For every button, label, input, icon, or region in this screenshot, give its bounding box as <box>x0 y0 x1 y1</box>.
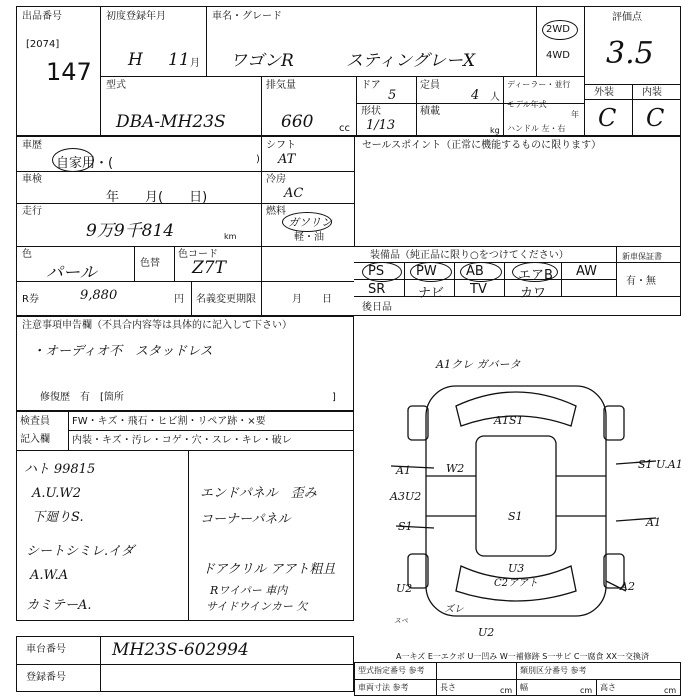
diagram-mark-2: A1S1 <box>494 414 524 427</box>
diagram-mark-8: S1 <box>398 520 413 533</box>
diagram-mark-9: A1 <box>646 516 661 529</box>
diagram-mark-5: S1 U.A1 <box>638 458 683 471</box>
mileage-label: 走行 <box>22 206 42 217</box>
diagram-mark-12: U2 <box>396 582 413 595</box>
load-label: 積載 <box>420 106 440 117</box>
name-label: 車名・グレード <box>212 11 282 22</box>
shape-label: 形状 <box>361 106 381 117</box>
memo-right-1: エンドパネル 歪み <box>200 486 317 501</box>
lot-no-label: 出品番号 <box>22 11 62 22</box>
notes-title: 注意事項申告欄（不具合内容等は具体的に記入して下さい） <box>22 320 292 331</box>
memo-left-6: カミテーA. <box>26 598 92 613</box>
equip-aw: AW <box>576 264 598 279</box>
drive-2wd: 2WD <box>546 24 570 35</box>
class-number-ref: 類別区分番号 参考 <box>520 666 587 675</box>
note-1: ・オーディオ不 スタッドレス <box>32 344 213 359</box>
height-label: 高さ <box>600 683 616 692</box>
equip-tv: TV <box>470 282 487 297</box>
length-unit: cm <box>500 686 513 695</box>
history-value: 自家用・( <box>56 156 114 171</box>
first-reg-month: 11 <box>168 50 190 70</box>
diagram-mark-6: A3U2 <box>390 490 422 503</box>
lot-code: [2074] <box>26 39 60 50</box>
diagram-mark-14: ズレ <box>444 604 464 615</box>
history-label: 車歴 <box>22 140 42 151</box>
interior-label: 内装 <box>642 87 662 98</box>
chassis-label: 車台番号 <box>26 644 66 655</box>
dealer-label: ディーラー・並行 <box>507 80 571 89</box>
fuel-label: 燃料 <box>266 206 286 217</box>
width-label: 幅 <box>520 683 528 692</box>
displacement: 660 <box>281 112 314 132</box>
inspector-row-2: 内装・キズ・汚レ・コゲ・穴・スレ・キレ・破レ <box>72 435 292 446</box>
mileage: 9万9千814 <box>86 221 175 241</box>
fuel-gas: ガソリン <box>288 216 332 229</box>
color-label: 色 <box>22 249 32 260</box>
exterior-label: 外装 <box>594 87 614 98</box>
equip-pw: PW <box>416 264 437 279</box>
memo-right-4: Rワイパー 車内 <box>210 584 288 597</box>
lot-number: 147 <box>46 58 92 86</box>
diagram-mark-10: U3 <box>508 562 525 575</box>
cc-unit: cc <box>339 123 350 134</box>
width-unit: cm <box>580 686 593 695</box>
diagram-mark-7: S1 <box>508 510 523 523</box>
memo-left-3: 下廻りS. <box>32 510 84 525</box>
front-left-wheel <box>408 406 428 440</box>
first-reg-label: 初度登録年月 <box>106 11 166 22</box>
memo-left-5: A.W.A <box>30 568 69 583</box>
memo-right-3: ドアクリル アアト粗且 <box>202 562 336 577</box>
km-unit: km <box>224 232 237 241</box>
car-name: ワゴンR <box>230 51 294 71</box>
capacity-unit: 人 <box>490 92 500 103</box>
repair-label: 修復歴 有 [箇所 <box>40 392 124 403</box>
r-tax-label: R券 <box>22 294 39 305</box>
inspector-label-1: 検査員 <box>20 416 50 427</box>
shape: 1/13 <box>366 118 396 133</box>
inspector-label-2: 記入欄 <box>20 434 50 445</box>
memo-left-1: ハト 99815 <box>24 462 96 477</box>
auction-sheet: 出品番号 [2074] 147 初度登録年月 H 11 月 車名・グレード ワゴンR スティングレーX 2WD 4WD 評価点 3.5 型式 DBA-MH23S 排気量 660 cc ドア 5 定員 4 人 形状 1/13 積載 kg ディーラー・並行 モデル年式 年 ハンドル 左・右 外装 内装 C C 車歴 自家用・( ) シフト AT 車検 年 月( 日) 冷房 AC 走行 9万9千814 km 燃料 ガソリン 軽・油 色 パール 色替 色コード Z7T R券 9,880 円 名義変更期限 月 日 セールスポイント（正常に機能するものに限ります） 装備品（純正品に限り○をつけてください） 新車保証書 有・無 PS PW AB エアB AW SR ナビ TV カワ 後日品 注意事項申告欄（不具合内容等は具体的に記入して下さい） ・オーディオ不 スタッドレス 修復歴 有 [箇所 ] 検査員 記入欄 FW・キズ・飛石・ヒビ割・リペア跡・×要 内装・キズ・汚レ・コゲ・穴・スレ・キレ・破レ ハト 99815 A.U.W2 下廻りS. シートシミレ.イダ A.W.A カミテーA. エンドパネル 歪み コーナーパネル ドアクリル アアト粗且 Rワイパー 車内 サイドウインカー 欠 A1クレ ガバータ A1S1 A1 W2 S1 U.A1 A3U2 S1 S1 A1 U3 C2アアト U2 A2 ズレ U2 スペ 車台番号 MH23S-602994 登録番号 A一キズ E一エクボ U一凹み W一補修跡 S一サビ C一腐食 XX一交換済 型式指定番号 参考 類別区分番号 参考 車両寸法 参考 長さ cm 幅 cm 高さ cm <box>16 6 696 696</box>
exterior-grade: C <box>598 104 617 132</box>
diagram-mark-11: C2アアト <box>494 578 539 589</box>
score: 3.5 <box>606 36 654 71</box>
kg-unit: kg <box>490 126 500 135</box>
model-year-label: モデル年式 <box>507 100 547 109</box>
model: DBA-MH23S <box>116 112 226 132</box>
warranty-value: 有・無 <box>626 276 656 287</box>
vehicle-dimension-ref: 車両寸法 参考 <box>358 683 409 692</box>
capacity-label: 定員 <box>420 80 440 91</box>
doors-label: ドア <box>361 80 381 91</box>
memo-left-4: シートシミレ.イダ <box>26 544 135 559</box>
inspection-fields: 年 月( 日) <box>106 190 208 205</box>
model-designation-ref: 型式指定番号 参考 <box>358 666 425 675</box>
diagram-mark-13: A2 <box>620 580 635 593</box>
chassis-number: MH23S-602994 <box>112 640 249 660</box>
month-unit: 月 <box>190 58 200 69</box>
sales-point-label: セールスポイント（正常に機能するものに限ります） <box>362 140 602 151</box>
fuel-options: 軽・油 <box>294 232 324 243</box>
car-diagram <box>16 6 696 696</box>
reg-label: 登録番号 <box>26 672 66 683</box>
meigi-fields: 月 日 <box>292 294 332 305</box>
shift: AT <box>278 152 296 167</box>
damage-legend: A一キズ E一エクボ U一凹み W一補修跡 S一サビ C一腐食 XX一交換済 <box>396 652 650 661</box>
color-change-label: 色替 <box>140 258 160 269</box>
memo-left-2: A.U.W2 <box>32 486 82 501</box>
meigi-label: 名義変更期限 <box>196 294 256 305</box>
ac: AC <box>284 186 304 201</box>
score-label: 評価点 <box>612 12 642 23</box>
drive-4wd: 4WD <box>546 50 570 61</box>
diagram-mark-15: U2 <box>478 626 495 639</box>
diagram-mark-16: スペ <box>394 617 408 625</box>
diagram-mark-1: A1クレ ガバータ <box>436 358 521 371</box>
equip-ps: PS <box>368 264 385 279</box>
height-unit: cm <box>664 686 677 695</box>
interior-grade: C <box>646 104 665 132</box>
equip-sr: SR <box>368 282 386 297</box>
doors: 5 <box>388 88 397 103</box>
equip-leather: カワ <box>520 286 547 301</box>
displacement-label: 排気量 <box>266 80 296 91</box>
repair-close: ] <box>332 392 336 403</box>
shift-label: シフト <box>266 140 296 151</box>
equip-ab: AB <box>466 264 484 279</box>
diagram-mark-3: A1 <box>396 464 411 477</box>
inspector-row-1: FW・キズ・飛石・ヒビ割・リペア跡・×要 <box>72 416 266 427</box>
yen-unit: 円 <box>174 294 184 305</box>
length-label: 長さ <box>440 683 456 692</box>
color-code: Z7T <box>192 258 226 278</box>
diagram-mark-4: W2 <box>446 462 465 475</box>
r-tax: 9,880 <box>80 288 118 303</box>
warranty-label: 新車保証書 <box>622 252 662 261</box>
equipment-title: 装備品（純正品に限り○をつけてください） <box>370 250 569 261</box>
equip-navi: ナビ <box>418 286 445 301</box>
handle-label: ハンドル 左・右 <box>507 124 566 133</box>
capacity: 4 <box>471 88 480 103</box>
seat-label: 後日品 <box>362 302 392 313</box>
model-label: 型式 <box>106 80 126 91</box>
front-right-wheel <box>604 406 624 440</box>
ac-label: 冷房 <box>266 174 286 185</box>
memo-right-2: コーナーパネル <box>200 512 291 527</box>
inspection-label: 車検 <box>22 174 42 185</box>
memo-right-5: サイドウインカー 欠 <box>206 600 308 613</box>
color-code-label: 色コード <box>178 249 218 260</box>
year-unit: 年 <box>571 110 579 119</box>
color: パール <box>46 263 97 283</box>
equip-airb: エアB <box>518 268 553 283</box>
grade: スティングレーX <box>346 51 476 71</box>
first-reg-era: H <box>128 50 143 70</box>
roof-outline <box>476 436 556 556</box>
